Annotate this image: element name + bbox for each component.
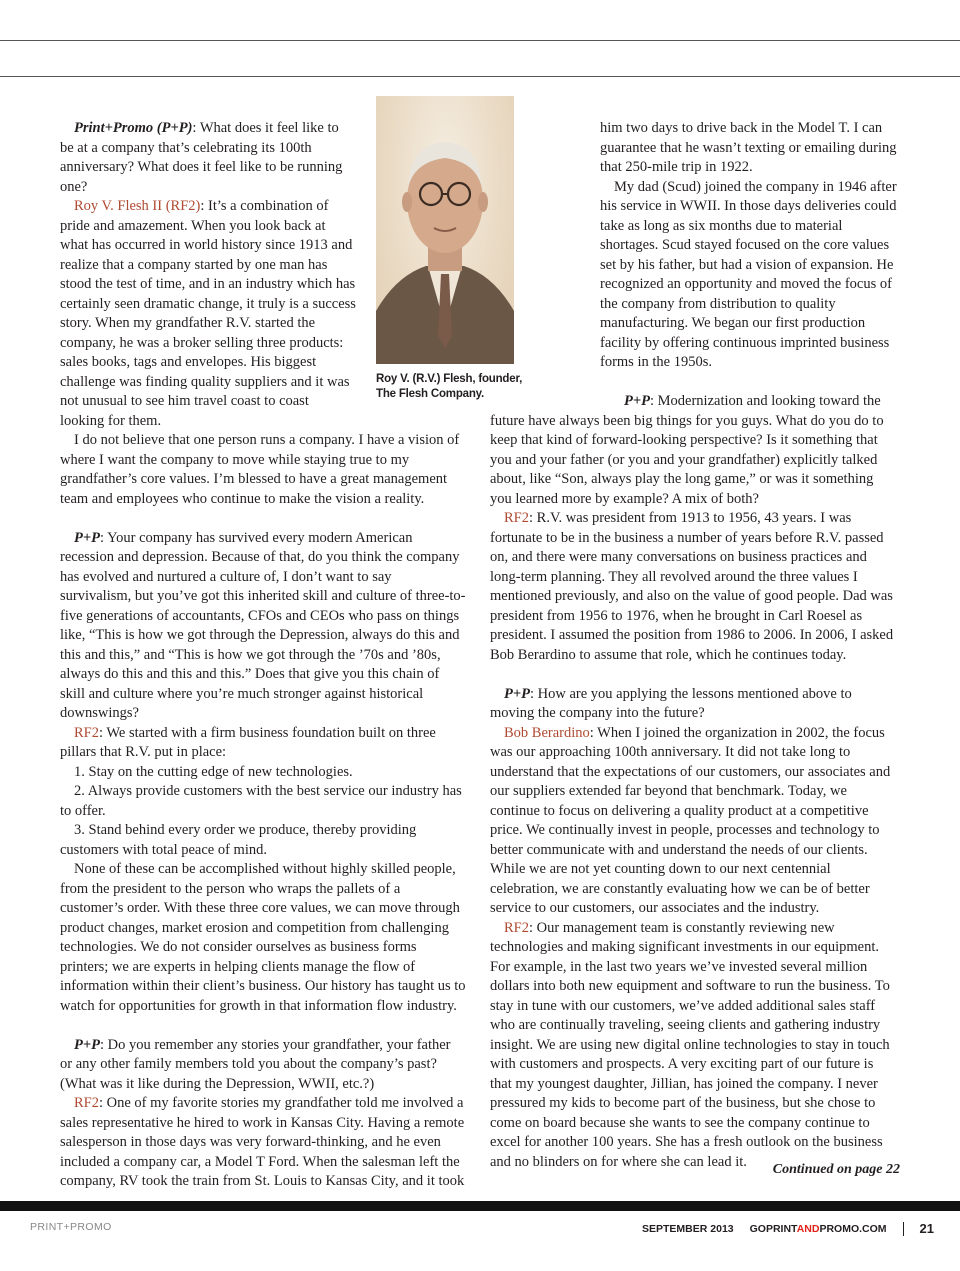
continued-note: Continued on page 22 [772,1162,900,1177]
list-item: 2. Always provide customers with the best service our industry has to offer. [60,783,462,819]
issue-date: SEPTEMBER 2013 [642,1222,734,1235]
body-paragraph: I do not believe that one person runs a company. I have a vision of where I want the company to move while staying true to my grandfather’s core values. I’m blessed to have a great management team and employees who continue to make the vision a reality. [60,432,460,507]
body-paragraph: None of these can be accomplished without highly skilled people, from the president to the person who wraps the pallets of a customer’s order. With these three core values, we can move through product changes, market erosion and competition from challenging technologies. We do not consider ourselves as business forms printers; we are experts in helping clients manage the flow of information within their client’s business. Our history has taught us to watch for opportunities for growth in that information flow industry. [60,861,466,1014]
answer-paragraph [60,724,466,763]
answer-text: : We started with a firm business foundation built on three pillars that R.V. put in place: [60,724,436,760]
speaker-label: RF2 [504,510,529,526]
question-paragraph [60,1036,466,1095]
answer-text: : One of my favorite stories my grandfather told me involved a sales representative he hired to work in Kansas City. Having a remote salesperson in those days was very forward-thinking, and he even included a company car, a Model T Ford. When the salesman left the company, RV took the train from St. Louis to Kansas City, and it took [60,1095,465,1189]
question-text: : Your company has survived every modern American recession and depression. Because of that, do you think the company has evolved and nurtured a culture of, I don’t want to say survivalism, but you’ve got this inherited skill and culture of three-to-five generations of accountants, CFOs and CEOs who pass on things like, “This is how we got through the Depression, always do this and this and this,” and “This is how we got through the ’70s and ’80s, always do this and this and this.” Does that give you this chain of skill and culture where you’re much stronger against historical downswings? [60,529,466,721]
question-text: : Modernization and looking toward the future have always been big things for you guys. What do you do to keep that kind of forward-looking perspective? Is it something that you and your father (or you and your grandfather) explicitly talked about, like “Son, always play the long game,” or was it something you learned more by example? A mix of both? [490,393,884,507]
body-paragraph: him two days to drive back in the Model T. I can guarantee that he wasn’t texting or emailing during that 250-mile trip in 1922. [600,120,897,175]
question-paragraph [490,392,898,509]
question-label: P+P [74,1036,100,1053]
website-part-1: GOPRINT [749,1222,797,1235]
footer-right [642,1221,934,1236]
caption-line-1: Roy V. (R.V.) Flesh, founder, [376,373,523,385]
page-number: 21 [919,1221,934,1236]
speaker-label: Bob Berardino [504,724,590,741]
list-item: 1. Stay on the cutting edge of new technologies. [74,763,353,780]
question-label: P+P [504,685,530,702]
answer-text: : Our management team is constantly reviewing new technologies and making significant investments in our equipment. For example, in the last two years we’ve invested several million dollars into both new equipment and software to run the business. To stay in tune with our customers, we’ve added additional sales staff who are continually traveling, seeing clients and gathering industry insight. We are using new digital online technologies to stay in touch with customers and prospects. A very exciting part of our future is that my youngest daughter, Jillian, has joined the company. I never pressured my kids to become part of the business, but she chose to come on board because she wants to see the company continue to excel for another 100 years. She has a fresh outlook on the business and no blinders on for where she can lead it. [490,919,890,1170]
answer-paragraph [60,197,356,431]
header-rule-top [0,40,960,41]
question-label: P+P [74,529,100,546]
website-part-2: PROMO.COM [819,1222,887,1235]
publication-name: PRINT+PROMO [30,1221,112,1233]
article-column-right [490,119,898,1172]
question-label: P+P [624,393,650,409]
answer-paragraph [490,509,898,665]
speaker-label: RF2 [504,919,529,936]
article-column-left [60,119,466,1192]
website-part-accent: AND [796,1222,820,1235]
caption-line-2: The Flesh Company. [376,387,485,400]
body-paragraph: My dad (Scud) joined the company in 1946 after his service in WWII. In those days deliveries could take as long as six months due to material shortages. Scud stayed focused on the core values set by his father, but had a vision of expansion. He recognized an opportunity and moved the focus of the company from distribution to quality manufacturing. We began our first production facility by offering continuous imprinted business forms in the 1950s. [600,178,897,370]
question-text: : What does it feel like to be at a company that’s celebrating its 100th anniversary? What does it feel like to be running one? [60,120,343,195]
answer-text: : R.V. was president from 1913 to 1956, 43 years. I was fortunate to be in the business a number of years before R.V. passed on, and there were many conversations on business practices and long-term planning. They all revolved around the three values I mentioned previously, and also on the value of good people. Dad was president from 1956 to 1976, when he brought in Carl Roesel as president. I assumed the position from 1986 to 2006. In 2006, I asked Bob Berardino to assume that role, which he continues today. [490,510,894,663]
question-paragraph [60,529,466,724]
header-rule-bottom [0,76,960,77]
question-text: : Do you remember any stories your grandfather, your father or any other family members told you about the company’s past? (What was it like during the Depression, WWII, etc.?) [60,1036,451,1092]
speaker-label: RF2 [74,1095,99,1111]
answer-paragraph [60,1094,466,1192]
question-text: : How are you applying the lessons mentioned above to moving the company into the future? [490,685,852,721]
speaker-label: RF2 [74,724,99,741]
answer-text: : When I joined the organization in 2002, the focus was our approaching 100th anniversary. It did not take long to understand that the expectations of our customers, our associates and our suppliers extended far beyond that benchmark. Today, we continue to focus on delivering a quality product at a competitive price. We continually invest in people, processes and technology to better communicate with and understand the needs of our clients. While we are not yet counting down to our next centennial celebration, we are constantly evaluating how we can be of better service to our customers, our associates and the industry. [490,724,891,916]
answer-text: : It’s a combination of pride and amazement. When you look back at what has occurred in world history since 1913 and realize that a company started by one man has stood the test of time, and in an industry which has certainly seen dramatic change, it truly is a success story. When my grandfather R.V. started the company, he was a broker selling three products: sales books, tags and envelopes. His biggest challenge was finding quality suppliers and it was not unusual to see him travel coast to coast looking for them. [60,198,356,429]
question-paragraph [490,685,898,724]
list-item: 3. Stand behind every order we produce, thereby providing customers with total peace of mind. [60,822,417,858]
answer-paragraph [490,919,898,1173]
website-url [750,1223,887,1235]
footer-divider [903,1222,904,1236]
speaker-label: Roy V. Flesh II (RF2) [74,198,201,214]
question-paragraph [60,119,356,197]
footer-bar [0,1201,960,1211]
question-label: Print+Promo (P+P) [74,120,193,136]
answer-paragraph [490,724,898,919]
